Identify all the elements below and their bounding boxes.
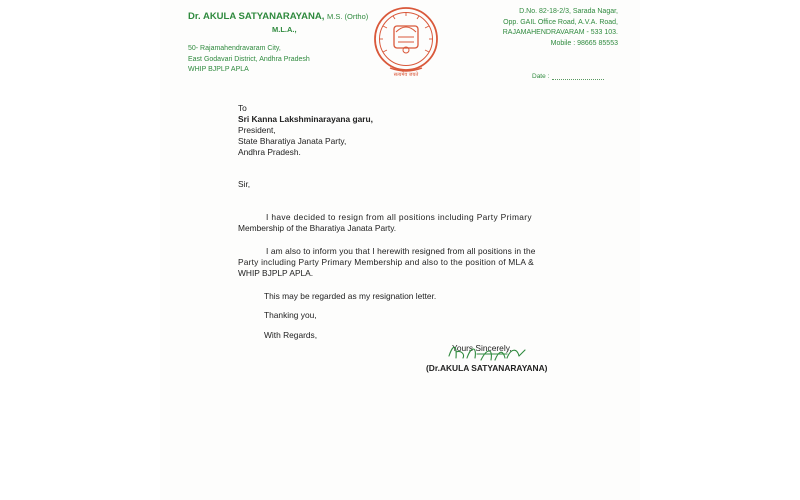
letterhead-qualification: M.S. (Ortho) [327,12,369,21]
address-left-line: WHIP BJPLP APLA [188,66,249,73]
paragraph-line: Membership of the Bharatiya Janata Party. [238,223,397,233]
recipient-line: President, [238,125,276,135]
recipient-line: State Bharatiya Janata Party, [238,136,347,146]
date-line [552,79,604,80]
recipient-line: Andhra Pradesh. [238,147,301,157]
address-right-line: D.No. 82-18-2/3, Sarada Nagar, [519,8,618,15]
address-right-line: Opp. GAIL Office Road, A.V.A. Road, [503,18,618,26]
resignation-note: This may be regarded as my resignation letter. [264,291,437,301]
address-right-line: RAJAMAHENDRAVARAM - 533 103. [502,29,618,36]
seal-motto: सत्यमेव जयते [393,72,419,78]
salutation: Sir, [238,179,251,189]
date-label: Date : [532,73,550,80]
letterhead-address-left [188,44,310,76]
letterhead-name: Dr. AKULA SATYANARAYANA, M.S. (Ortho) [188,11,369,22]
paragraph-line: I am also to inform you that I herewith resigned from all positions in the [266,246,536,256]
address-right-line: Mobile : 98665 85553 [550,39,618,47]
to-label: To [238,103,247,113]
regards-line: With Regards, [264,330,318,340]
address-left-line: East Godavari District, Andhra Pradesh [188,55,310,63]
date-field [532,73,604,80]
state-emblem-seal [372,6,440,78]
paragraph-line: I have decided to resign from all positions including Party Primary [266,212,532,222]
seal-hatching [379,12,433,52]
seal-inner-ring [380,13,433,66]
letterhead-address-right [470,7,618,49]
seal-outer-ring [375,8,437,70]
paragraph-line: Party including Party Primary Membership and also to the position of MLA & [238,257,534,267]
thanking-line: Thanking you, [264,310,317,320]
signatory-name: (Dr.AKULA SATYANARAYANA) [426,363,548,373]
recipient-name: Sri Kanna Lakshminarayana garu, [238,114,373,124]
seal-lion-detail [396,27,416,42]
letterhead-designation: M.L.A., [272,25,297,34]
paragraph-line: WHIP BJPLP APLA. [238,268,314,278]
closing-line: Yours Sincerely, [452,343,512,353]
address-left-line: 50- Rajamahendravaram City, [188,45,281,52]
